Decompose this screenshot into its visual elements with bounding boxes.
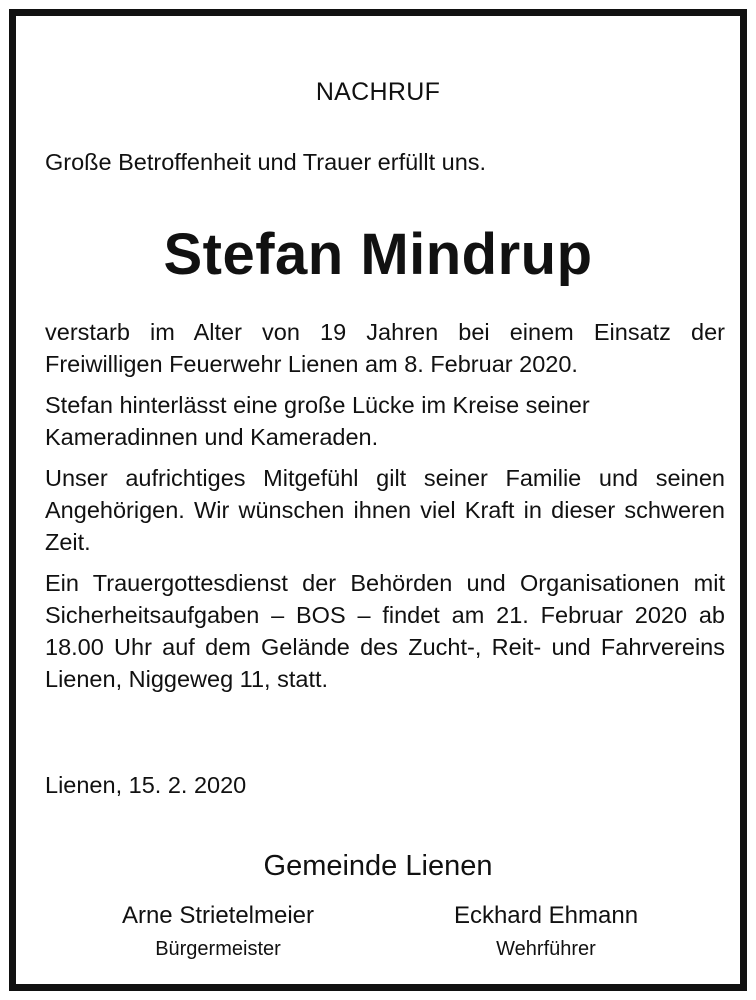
signatory-name: Eckhard Ehmann — [453, 902, 639, 929]
signatory-role: Bürgermeister — [155, 938, 281, 960]
paragraph-condolences: Unser aufrichtiges Mitgefühl gilt seiner Familie und seinen Angehörigen. Wir wünschen ihnen viel Kraft in dieser schweren Zeit. — [45, 465, 725, 555]
signatory-fire-chief — [396, 899, 696, 963]
notice-heading: NACHRUF — [315, 78, 441, 106]
paragraph-death-details: verstarb im Alter von 19 Jahren bei einem Einsatz der Freiwilligen Feuerwehr Lienen am 8. Februar 2020. — [45, 319, 725, 377]
signatory-name: Arne Strietelmeier — [121, 902, 315, 929]
intro-line: Große Betroffenheit und Trauer erfüllt uns. — [45, 149, 487, 175]
paragraph-loss: Stefan hinterlässt eine große Lücke im Kreise seiner Kameradinnen und Kameraden. — [45, 392, 590, 450]
notice-body — [45, 316, 725, 704]
signatory-mayor — [68, 899, 368, 963]
paragraph-service: Ein Trauergottesdienst der Behörden und Organisationen mit Sicherheitsaufgaben – BOS – findet am 21. Februar 2020 ab 18.00 Uhr auf dem Gelände des Zucht-, Reit- und Fahrvereins Lienen, Niggeweg 11, statt. — [45, 570, 725, 692]
deceased-name: Stefan Mindrup — [163, 222, 593, 287]
place-date: Lienen, 15. 2. 2020 — [45, 772, 247, 798]
obituary-notice — [9, 9, 747, 991]
organization-name: Gemeinde Lienen — [263, 850, 493, 882]
signatory-role: Wehrführer — [496, 938, 596, 960]
